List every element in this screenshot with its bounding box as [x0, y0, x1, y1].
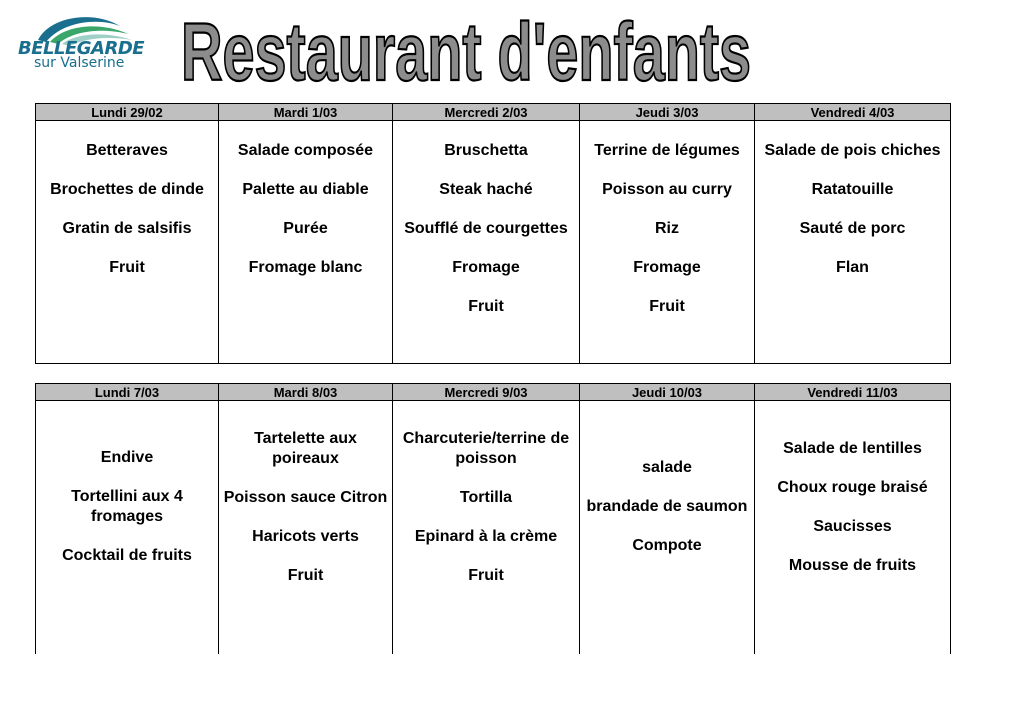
dish-item: Palette au diable: [242, 181, 369, 198]
dish-item: Mousse de fruits: [788, 556, 917, 574]
day-header: Mercredi 9/03: [393, 384, 580, 401]
dish-item: Saucisses: [813, 517, 892, 535]
day-header: Jeudi 3/03: [580, 104, 755, 121]
dish-item: Epinard à la crème: [414, 527, 558, 545]
day-header: Vendredi 11/03: [755, 384, 951, 401]
day-header: Mardi 1/03: [219, 104, 393, 121]
day-menu-cell: [580, 401, 755, 655]
day-header: Vendredi 4/03: [755, 104, 951, 121]
dish-item: Steak haché: [439, 181, 533, 198]
dish-item: salade: [642, 459, 692, 476]
day-header: Mercredi 2/03: [393, 104, 580, 121]
dish-item: Betteraves: [86, 142, 168, 159]
dish-item: Fromage: [633, 259, 701, 276]
dish-item: Fromage: [452, 259, 520, 276]
dish-item: Fruit: [468, 566, 504, 584]
day-menu-cell: [580, 121, 755, 364]
dish-item: Compote: [632, 537, 702, 554]
dish-item: Haricots verts: [252, 527, 359, 545]
day-header: Jeudi 10/03: [580, 384, 755, 401]
dish-item: Poisson sauce Citron: [223, 488, 388, 506]
day-menu-cell: [755, 121, 951, 364]
day-header: Lundi 7/03: [36, 384, 219, 401]
dish-item: Salade de lentilles: [783, 439, 922, 457]
logo-subtitle: sur Valserine: [34, 55, 125, 71]
dish-item: Sauté de porc: [799, 220, 906, 237]
dish-item: Choux rouge braisé: [777, 478, 928, 496]
dish-item: Terrine de légumes: [594, 142, 740, 159]
day-menu-cell: [36, 401, 219, 655]
dish-item: Tortellini aux 4 fromages: [71, 488, 183, 525]
dish-item: Tartelette aux poireaux: [254, 429, 357, 467]
dish-item: Fruit: [287, 566, 324, 584]
day-menu-cell: [393, 401, 580, 655]
day-header: Mardi 8/03: [219, 384, 393, 401]
menu-table-week-1: [35, 103, 951, 364]
day-menu-cell: [219, 401, 393, 655]
dish-item: Soufflé de courgettes: [404, 220, 568, 237]
dish-item: Bruschetta: [444, 142, 528, 159]
dish-item: Ratatouille: [811, 181, 894, 198]
dish-item: Charcuterie/terrine de poisson: [402, 429, 570, 467]
day-header: Lundi 29/02: [36, 104, 219, 121]
logo-brand: BELLEGARDE: [18, 38, 145, 59]
dish-item: Cocktail de fruits: [62, 547, 192, 564]
page-title-text: Restaurant d'enfants: [181, 7, 751, 98]
dish-item: Brochettes de dinde: [50, 181, 204, 198]
day-menu-cell: [36, 121, 219, 364]
dish-item: Tortilla: [459, 488, 513, 506]
dish-item: Salade de pois chiches: [764, 142, 941, 159]
day-menu-cell: [219, 121, 393, 364]
dish-item: Gratin de salsifis: [62, 220, 192, 237]
dish-item: Fruit: [468, 298, 504, 315]
dish-item: brandade de saumon: [586, 498, 748, 515]
menu-table-week-2: [35, 383, 951, 654]
dish-item: Fromage blanc: [248, 259, 363, 276]
dish-item: Endive: [100, 449, 154, 466]
dish-item: Fruit: [649, 298, 685, 315]
logo: [16, 12, 156, 74]
dish-item: Fruit: [109, 259, 145, 276]
page-title: [178, 2, 758, 98]
dish-item: Salade composée: [237, 142, 374, 159]
day-menu-cell: [755, 401, 951, 655]
day-menu-cell: [393, 121, 580, 364]
dish-item: Purée: [283, 220, 328, 237]
dish-item: Poisson au curry: [602, 181, 732, 198]
dish-item: Riz: [655, 220, 679, 237]
dish-item: Flan: [836, 259, 869, 276]
